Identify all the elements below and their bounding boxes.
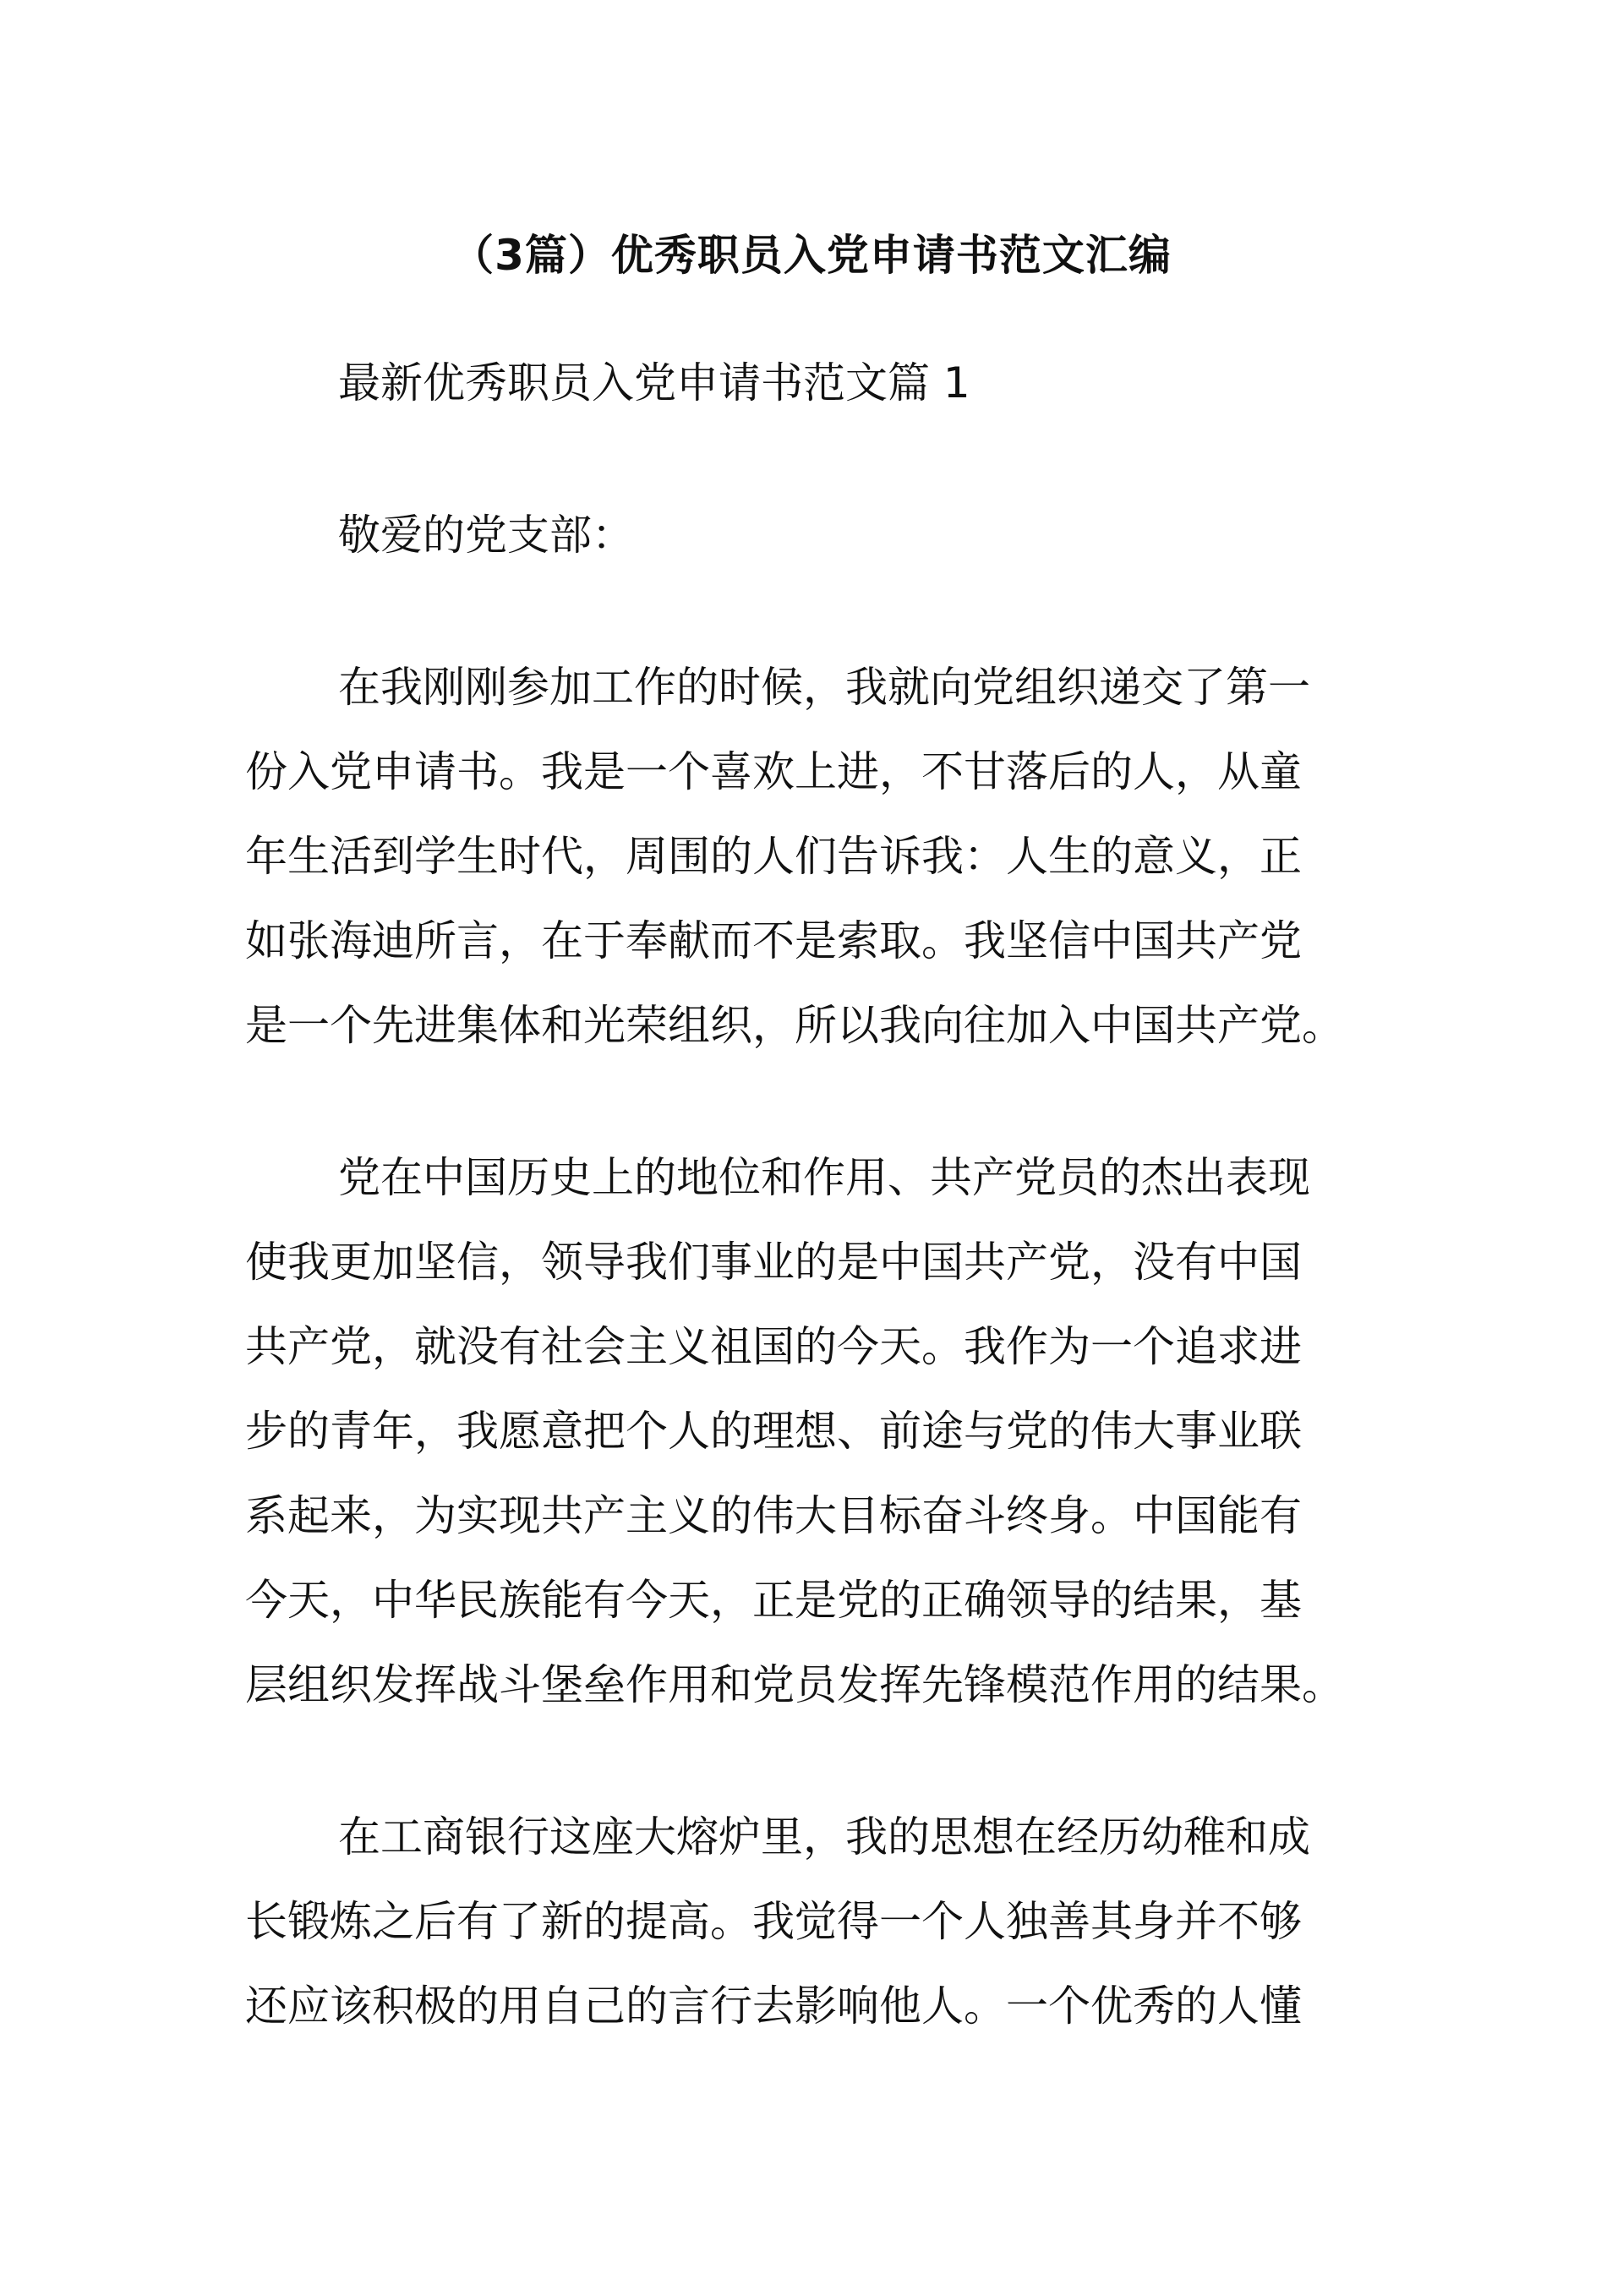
section-heading: 最新优秀职员入党申请书范文篇 1 bbox=[338, 358, 970, 407]
paragraph-2-line-6: 今天，中华民族能有今天，正是党的正确领导的结果，基 bbox=[245, 1576, 1302, 1625]
paragraph-2-line-5: 系起来，为实现共产主义的伟大目标奋斗终身。中国能有 bbox=[245, 1491, 1302, 1540]
paragraph-1-line-3: 年生活到学生时代，周围的人们告诉我：人生的意义，正 bbox=[245, 832, 1302, 881]
paragraph-1-line-5: 是一个先进集体和光荣组织，所以我向往加入中国共产党。 bbox=[245, 1001, 1344, 1050]
paragraph-2-line-3: 共产党，就没有社会主义祖国的今天。我作为一个追求进 bbox=[245, 1322, 1302, 1371]
paragraph-1-line-1: 在我刚刚参加工作的时候，我就向党组织递交了第一 bbox=[338, 663, 1310, 712]
paragraph-2-line-7: 层组织发挥战斗堡垒作用和党员发挥先锋模范作用的结果。 bbox=[245, 1660, 1344, 1709]
salutation: 敬爱的党支部： bbox=[338, 511, 634, 560]
paragraph-1-line-2: 份入党申请书。我是一个喜欢上进，不甘落后的人，从童 bbox=[245, 747, 1302, 796]
paragraph-3-line-1: 在工商银行这座大熔炉里，我的思想在经历幼稚和成 bbox=[338, 1812, 1310, 1861]
paragraph-2-line-2: 使我更加坚信，领导我们事业的是中国共产党，没有中国 bbox=[245, 1238, 1302, 1287]
paragraph-3-line-2: 长锻炼之后有了新的提高。我觉得一个人独善其身并不够 bbox=[245, 1897, 1302, 1946]
document-title: （3篇）优秀职员入党申请书范文汇编 bbox=[451, 231, 1172, 280]
paragraph-2-line-4: 步的青年，我愿意把个人的理想、前途与党的伟大事业联 bbox=[245, 1407, 1302, 1456]
paragraph-2-line-1: 党在中国历史上的地位和作用、共产党员的杰出表现 bbox=[338, 1153, 1310, 1202]
paragraph-3-line-3: 还应该积极的用自己的言行去影响他人。一个优秀的人懂 bbox=[245, 1982, 1302, 2031]
paragraph-1-line-4: 如张海迪所言，在于奉献而不是索取。我坚信中国共产党 bbox=[245, 916, 1302, 965]
